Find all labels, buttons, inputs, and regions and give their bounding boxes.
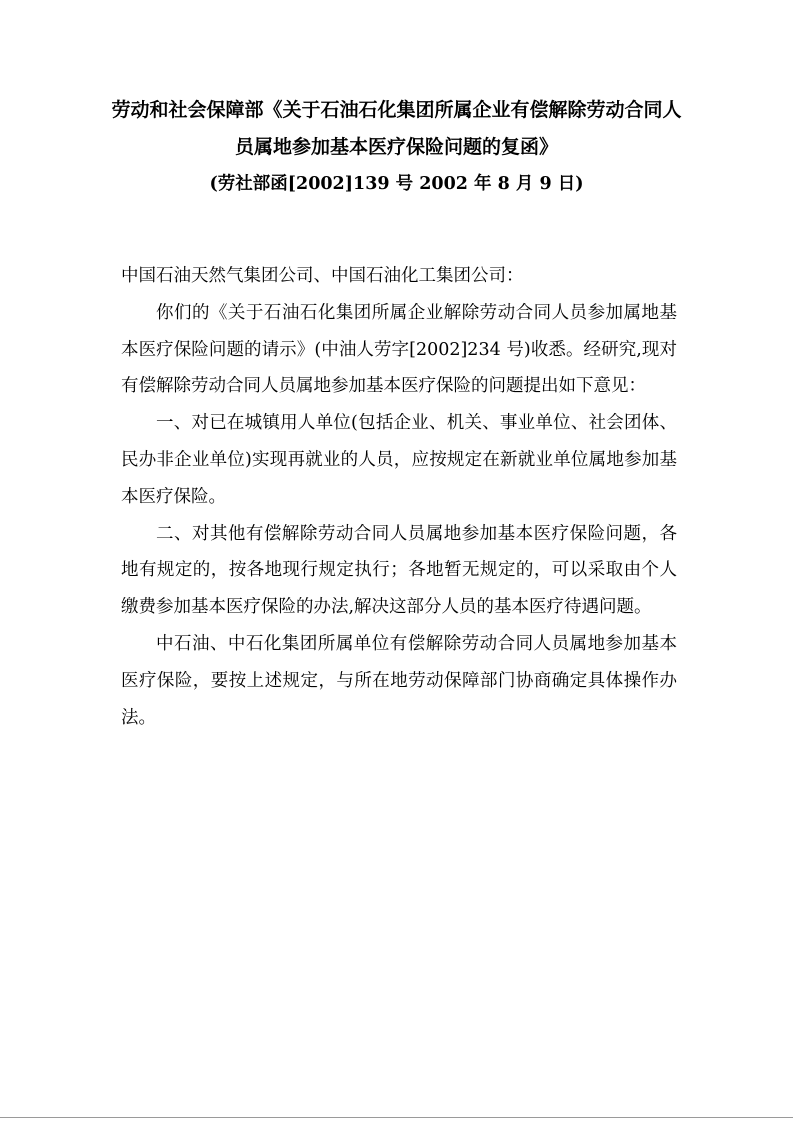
paragraph-item-two: 二、对其他有偿解除劳动合同人员属地参加基本医疗保险问题，各地有规定的，按各地现行规定执行；各地暂无规定的，可以采取由个人缴费参加基本医疗保险的办法,解决这部分人员的基本医疗待遇问题。 <box>121 523 677 618</box>
paragraph-closing: 中石油、中石化集团所属单位有偿解除劳动合同人员属地参加基本医疗保险，要按上述规定，与所在地劳动保障部门协商确定具体操作办法。 <box>121 633 677 728</box>
document-title-line-1: 劳动和社会保障部《关于石油石化集团所属企业有偿解除劳动合同人 <box>111 99 682 121</box>
page-bottom-divider <box>0 1117 793 1118</box>
document-body <box>121 258 677 736</box>
paragraph-intro: 你们的《关于石油石化集团所属企业解除劳动合同人员参加属地基本医疗保险问题的请示》(中油人劳字[2002]234 号)收悉。经研究,现对有偿解除劳动合同人员属地参加基本医疗保险的问题提出如下意见： <box>121 302 677 397</box>
document-title-block <box>100 92 693 203</box>
paragraph-item-one: 一、对已在城镇用人单位(包括企业、机关、事业单位、社会团体、民办非企业单位)实现再就业的人员，应按规定在新就业单位属地参加基本医疗保险。 <box>121 413 677 507</box>
salutation: 中国石油天然气集团公司、中国石油化工集团公司： <box>121 266 524 286</box>
document-title-line-2: 员属地参加基本医疗保险问题的复函》 <box>234 136 558 158</box>
document-issue-number: (劳社部函[2002]139 号 2002 年 8 月 9 日) <box>209 174 584 194</box>
